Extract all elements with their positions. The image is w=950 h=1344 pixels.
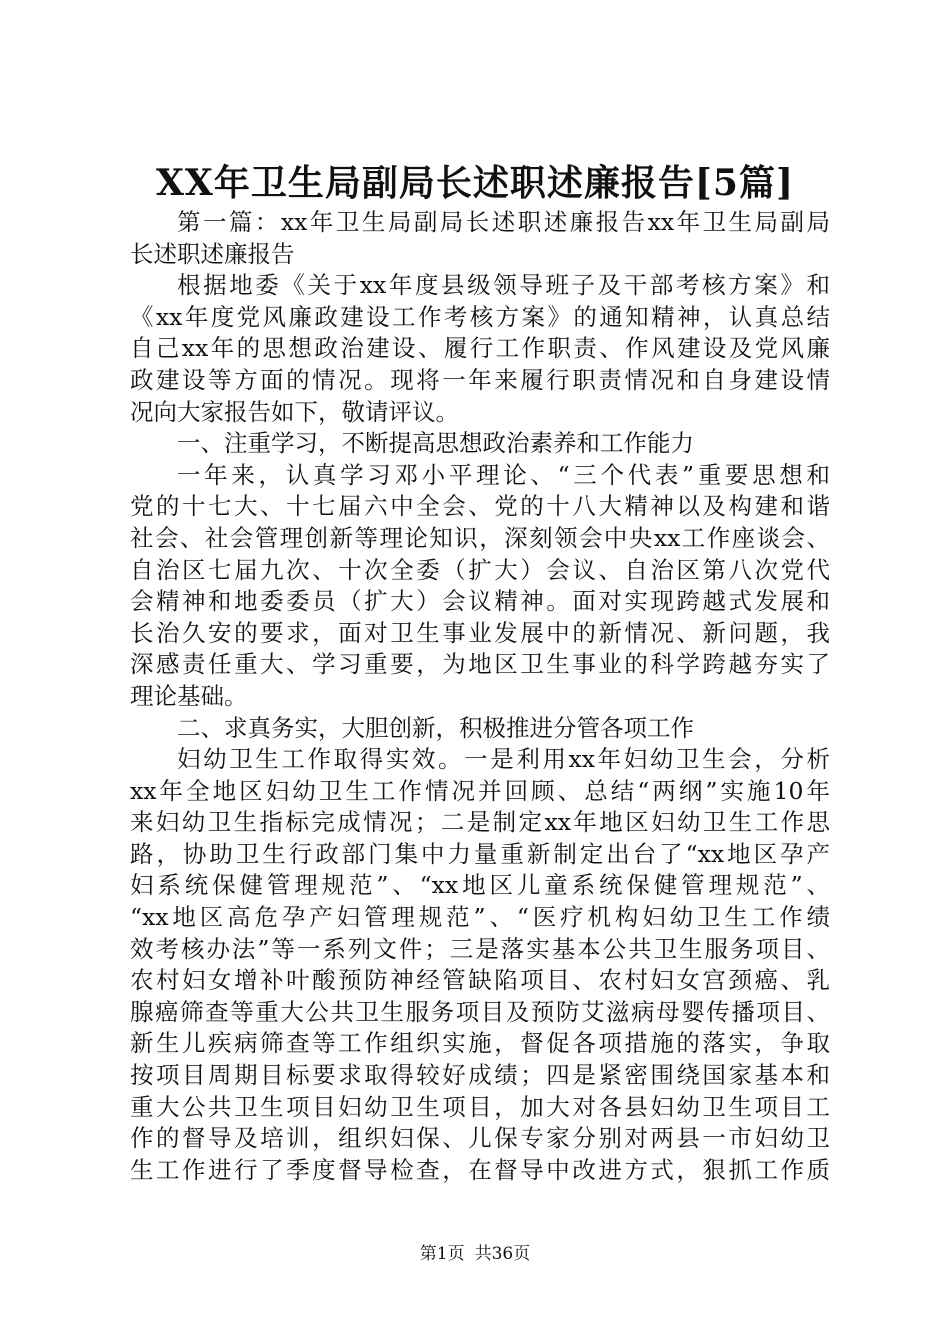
- text-line: 自治区七届九次、十次全委（扩大）会议、自治区第八次党代: [130, 555, 830, 584]
- text-line: 妇幼卫生工作取得实效。一是利用xx年妇幼卫生会，分析: [177, 745, 830, 774]
- section-heading: 一、注重学习，不断提高思想政治素养和工作能力: [177, 429, 694, 458]
- page-number: 第1页: [419, 1244, 465, 1264]
- text-line: 根据地委《关于xx年度县级领导班子及干部考核方案》和: [177, 271, 830, 300]
- page-footer: [0, 1242, 950, 1266]
- section-heading: 二、求真务实，大胆创新，积极推进分管各项工作: [177, 713, 694, 742]
- text-line: 来妇幼卫生指标完成情况；二是制定xx年地区妇幼卫生工作思: [130, 808, 830, 837]
- text-line: 效考核办法”等一系列文件；三是落实基本公共卫生服务项目、: [130, 934, 830, 963]
- text-line: 党的十七大、十七届六中全会、党的十八大精神以及构建和谐: [130, 492, 830, 521]
- text-line: 深感责任重大、学习重要，为地区卫生事业的科学跨越夯实了: [130, 650, 830, 679]
- text-line: 第一篇：xx年卫生局副局长述职述廉报告xx年卫生局副局: [177, 208, 830, 236]
- text-line: “xx地区高危孕产妇管理规范”、“医疗机构妇幼卫生工作绩: [130, 903, 830, 932]
- text-line: 理论基础。: [130, 681, 248, 710]
- document-title: XX年卫生局副局长述职述廉报告[5篇]: [156, 162, 794, 204]
- text-line: 作的督导及培训，组织妇保、儿保专家分别对两县一市妇幼卫: [130, 1124, 830, 1153]
- document-body: [130, 207, 830, 1186]
- text-line: 腺癌筛查等重大公共卫生服务项目及预防艾滋病母婴传播项目、: [130, 997, 830, 1026]
- text-line: 政建设等方面的情况。现将一年来履行职责情况和自身建设情: [130, 365, 830, 394]
- text-line: 长述职述廉报告: [130, 239, 295, 268]
- text-line: 重大公共卫生项目妇幼卫生项目，加大对各县妇幼卫生项目工: [130, 1092, 830, 1121]
- text-line: 路，协助卫生行政部门集中力量重新制定出台了“xx地区孕产: [130, 839, 830, 868]
- text-line: 按项目周期目标要求取得较好成绩；四是紧密围绕国家基本和: [130, 1061, 830, 1090]
- text-line: 妇系统保健管理规范”、“xx地区儿童系统保健管理规范”、: [130, 871, 830, 900]
- text-line: 农村妇女增补叶酸预防神经管缺陷项目、农村妇女宫颈癌、乳: [130, 966, 830, 995]
- text-line: 况向大家报告如下，敬请评议。: [130, 397, 459, 426]
- text-line: 长治久安的要求，面对卫生事业发展中的新情况、新问题，我: [130, 618, 830, 647]
- text-line: 自己xx年的思想政治建设、履行工作职责、作风建设及党风廉: [130, 334, 830, 363]
- text-line: 社会、社会管理创新等理论知识，深刻领会中央xx工作座谈会、: [130, 523, 830, 552]
- text-line: 会精神和地委委员（扩大）会议精神。面对实现跨越式发展和: [130, 587, 830, 616]
- text-line: 一年来，认真学习邓小平理论、“三个代表”重要思想和: [177, 460, 830, 489]
- page-total: 共36页: [474, 1244, 531, 1264]
- text-line: 《xx年度党风廉政建设工作考核方案》的通知精神，认真总结: [130, 302, 830, 331]
- text-line: xx年全地区妇幼卫生工作情况并回顾、总结“两纲”实施10年: [130, 776, 830, 805]
- text-line: 生工作进行了季度督导检查，在督导中改进方式，狠抓工作质: [130, 1155, 830, 1184]
- text-line: 新生儿疾病筛查等工作组织实施，督促各项措施的落实，争取: [130, 1029, 830, 1058]
